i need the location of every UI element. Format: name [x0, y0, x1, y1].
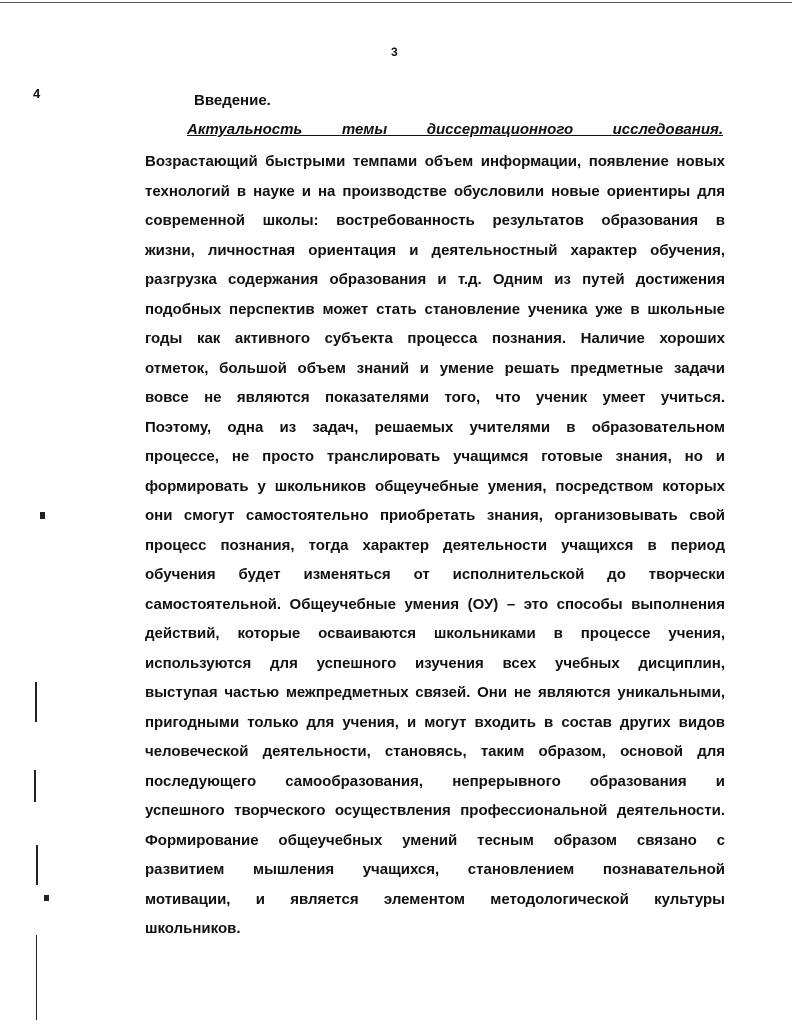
body-paragraph: [145, 147, 725, 944]
paragraph-line: Поэтому, одна из задач, решаемых учителями в образовательном: [145, 418, 725, 436]
paragraph-line: разгрузка содержания образования и т.д. Одним из путей достижения: [145, 271, 725, 288]
page-number: 3: [391, 45, 398, 59]
paragraph-line: Возрастающий быстрыми темпами объем информации, появление новых: [145, 153, 725, 170]
paragraph-line: отметок, большой объем знаний и умение решать предметные задачи: [145, 359, 725, 377]
paragraph-line: подобных перспектив может стать становление ученика уже в школьные: [145, 300, 725, 318]
paragraph-line: школьников.: [145, 920, 241, 937]
paragraph-line: жизни, личностная ориентация и деятельностный характер обучения,: [145, 241, 725, 259]
paragraph-line: обучения будет изменяться от исполнительской до творчески: [145, 566, 725, 583]
margin-mark: 4: [33, 86, 41, 101]
scan-artifact-dot: [44, 895, 49, 901]
paragraph-line: процесс познания, тогда характер деятельности учащихся в период: [145, 536, 725, 554]
paragraph-line: вовсе не являются показателями того, что ученик умеет учиться.: [145, 389, 725, 406]
paragraph-line: формировать у школьников общеучебные умения, посредством которых: [145, 477, 725, 495]
scan-artifact-line: [36, 845, 38, 885]
scan-artifact-line: [34, 770, 36, 802]
paragraph-line: выступая частью межпредметных связей. Они не являются уникальными,: [145, 684, 725, 701]
scan-artifact-line: [35, 682, 37, 722]
paragraph-line: они смогут самостоятельно приобретать знания, организовывать свой: [145, 507, 725, 524]
paragraph-line: процессе, не просто транслировать учащимся готовые знания, но и: [145, 448, 725, 465]
paragraph-line: используются для успешного изучения всех учебных дисциплин,: [145, 654, 725, 672]
section-heading: Введение.: [194, 92, 271, 109]
paragraph-line: самостоятельной. Общеучебные умения (ОУ) – это способы выполнения: [145, 595, 725, 613]
paragraph-line: мотивации, и является элементом методологической культуры: [145, 890, 725, 908]
paragraph-line: технологий в науке и на производстве обусловили новые ориентиры для: [145, 182, 725, 200]
scan-edge-line: [0, 2, 792, 3]
section-subheading: Актуальность темы диссертационного исследования.: [187, 121, 723, 138]
paragraph-line: успешного творческого осуществления профессиональной деятельности.: [145, 802, 725, 819]
paragraph-line: современной школы: востребованность результатов образования в: [145, 212, 725, 229]
paragraph-line: развитием мышления учащихся, становлением познавательной: [145, 861, 725, 878]
paragraph-line: Формирование общеучебных умений тесным образом связано с: [145, 831, 725, 849]
scan-artifact-line: [36, 935, 37, 1020]
paragraph-line: человеческой деятельности, становясь, таким образом, основой для: [145, 743, 725, 760]
paragraph-line: последующего самообразования, непрерывного образования и: [145, 772, 725, 790]
paragraph-line: годы как активного субъекта процесса познания. Наличие хороших: [145, 330, 725, 347]
paragraph-line: пригодными только для учения, и могут входить в состав других видов: [145, 713, 725, 731]
scan-artifact-dot: [40, 512, 45, 519]
paragraph-line: действий, которые осваиваются школьниками в процессе учения,: [145, 625, 725, 642]
